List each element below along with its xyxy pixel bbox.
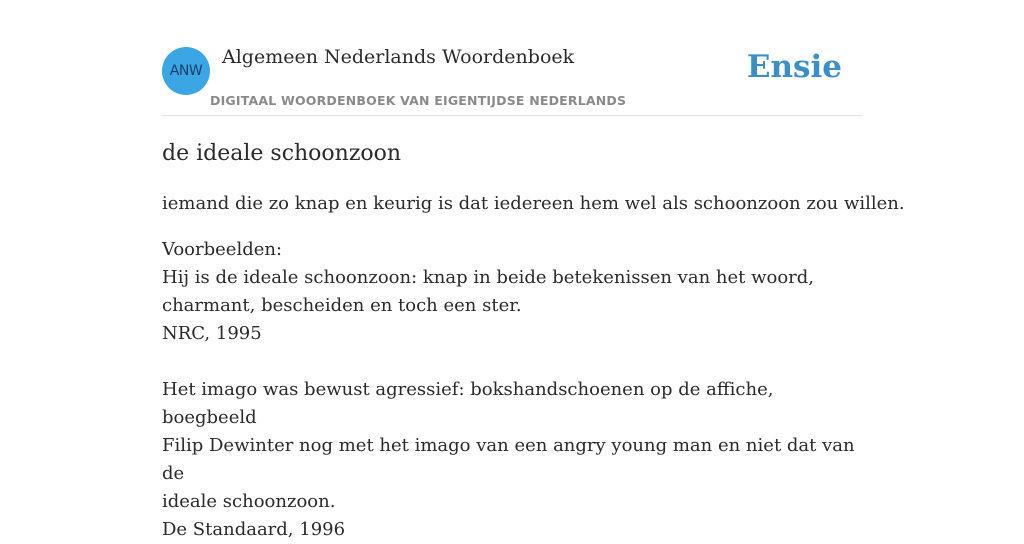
entry-term: de ideale schoonzoon bbox=[162, 141, 402, 166]
ensie-brand-logo[interactable]: Ensie bbox=[746, 49, 842, 85]
examples-section bbox=[162, 236, 862, 544]
example-line: Filip Dewinter nog met het imago van een angry young man en niet dat van de bbox=[162, 435, 855, 484]
dictionary-title[interactable]: Algemeen Nederlands Woordenboek bbox=[222, 46, 575, 68]
example-line: Het imago was bewust agressief: bokshandschoenen op de affiche, boegbeeld bbox=[162, 379, 774, 428]
anw-logo[interactable] bbox=[162, 47, 210, 95]
site-header bbox=[162, 46, 862, 116]
example-source: NRC, 1995 bbox=[162, 323, 262, 344]
example-1 bbox=[162, 264, 862, 348]
examples-label: Voorbeelden: bbox=[162, 239, 283, 260]
example-source: De Standaard, 1996 bbox=[162, 519, 346, 540]
example-line: Hij is de ideale schoonzoon: knap in beide betekenissen van het woord, bbox=[162, 267, 815, 288]
dictionary-subtitle: DIGITAAL WOORDENBOEK VAN EIGENTIJDSE NEDERLANDS bbox=[210, 93, 627, 108]
example-line: ideale schoonzoon. bbox=[162, 491, 336, 512]
example-line: charmant, bescheiden en toch een ster. bbox=[162, 295, 522, 316]
example-2 bbox=[162, 376, 862, 544]
entry-content bbox=[162, 138, 905, 544]
anw-logo-text: ANW bbox=[169, 63, 203, 79]
entry-definition: iemand die zo knap en keurig is dat iedereen hem wel als schoonzoon zou willen. bbox=[162, 193, 905, 214]
